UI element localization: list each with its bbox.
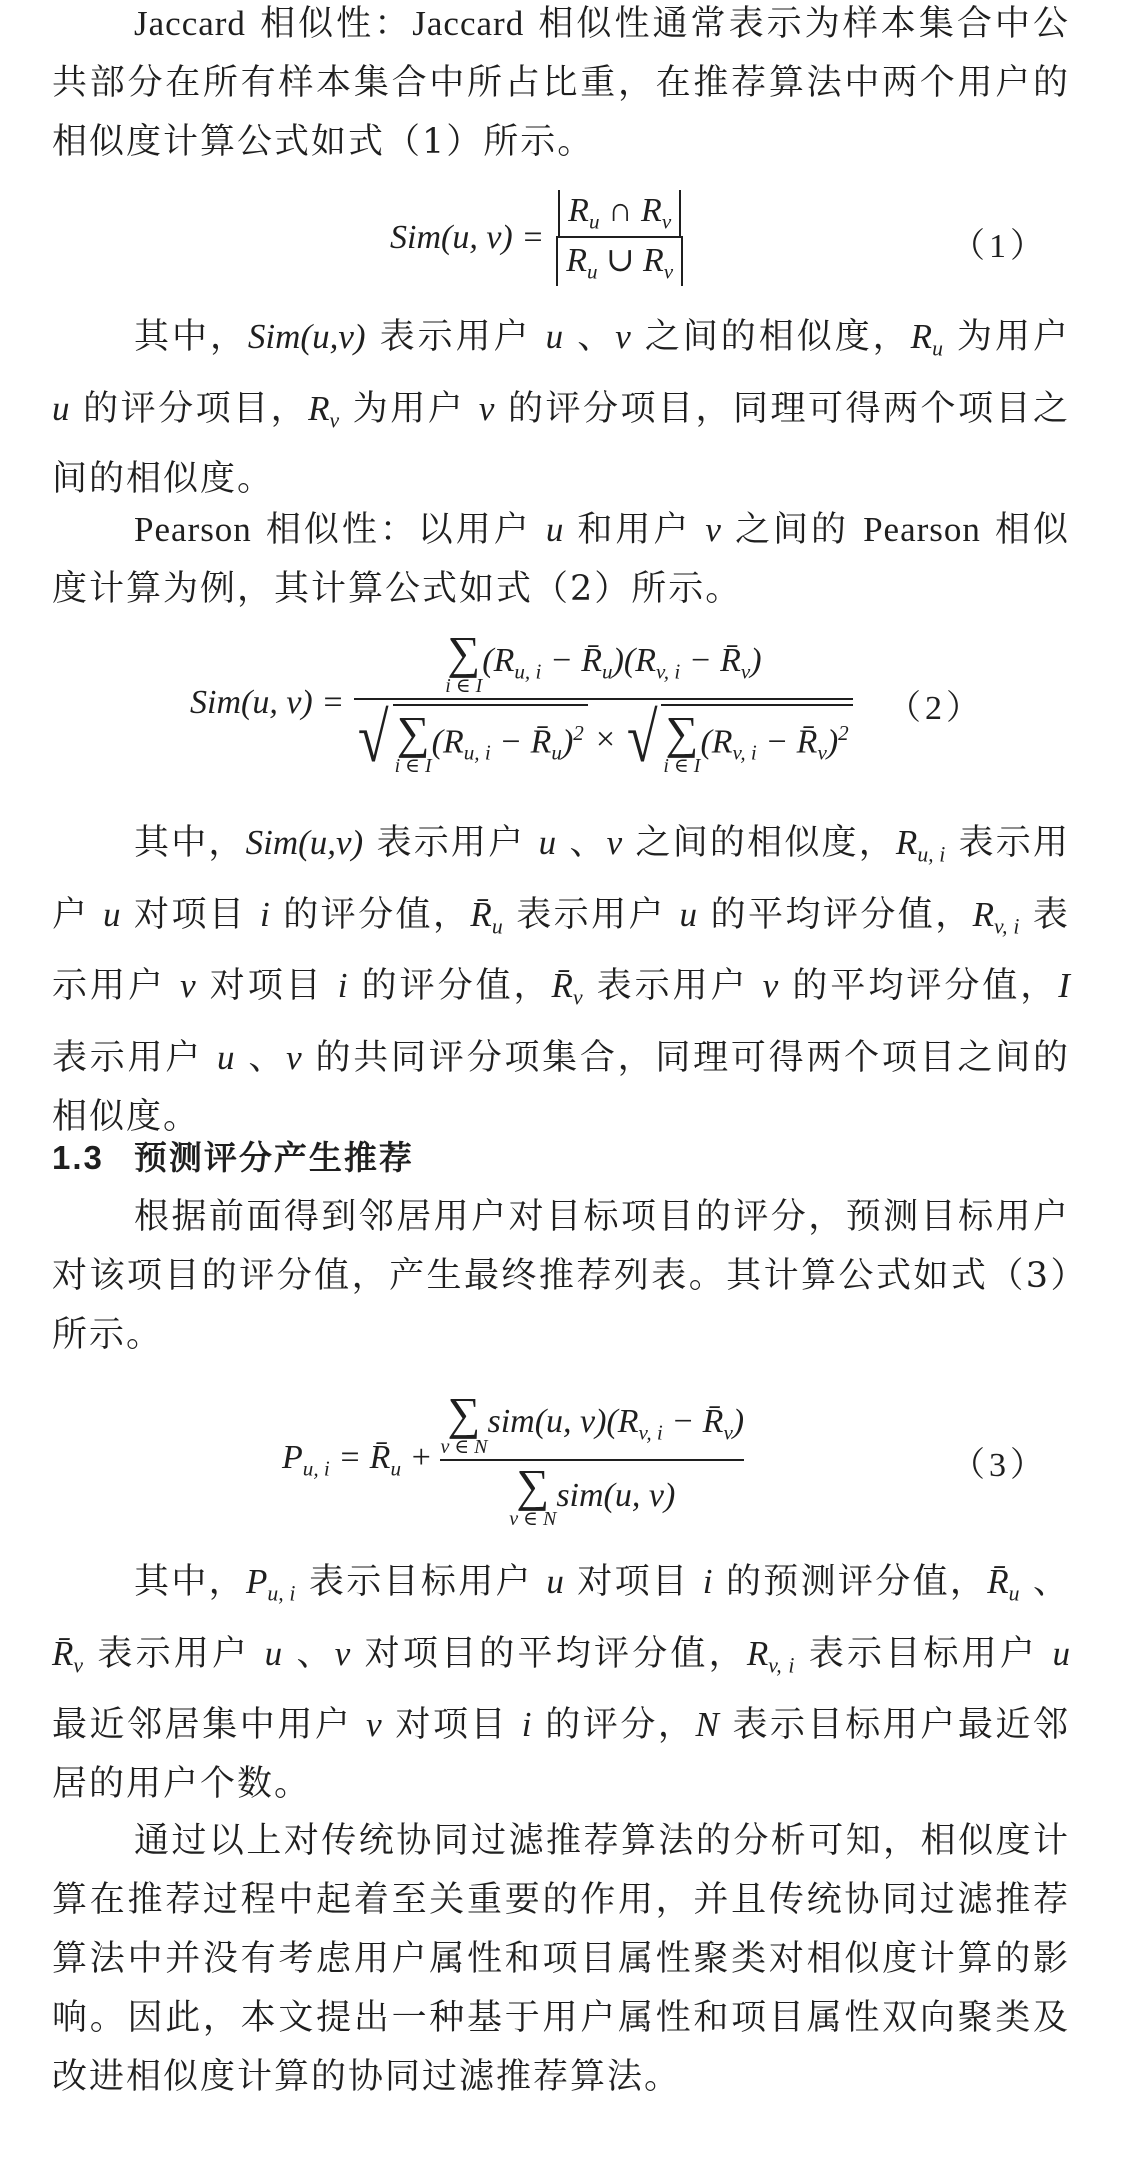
- term-jaccard-2: Jaccard: [412, 4, 525, 43]
- eq3-fraction: [440, 1388, 745, 1530]
- sym-v: v: [762, 966, 779, 1006]
- term-pearson-2: Pearson: [863, 510, 981, 549]
- sym-v: v: [286, 1037, 302, 1077]
- sym-i: i: [702, 1562, 713, 1601]
- eq2-lhs: Sim(u, v) =: [190, 684, 345, 721]
- eq3-number: （3）: [951, 1447, 1048, 1484]
- sym-u: u: [1052, 1633, 1070, 1673]
- text-segment: 为用户: [942, 317, 1070, 357]
- text-segment: 表示目标用户: [295, 1562, 547, 1602]
- eq3-sum-limit: v ∈ N: [509, 1508, 557, 1530]
- text-segment: 的评分值，: [269, 894, 471, 935]
- sym-r: R: [308, 388, 330, 428]
- sym-rbar-v: $R̄_v$: [551, 966, 583, 1010]
- equation-2: [52, 618, 1070, 788]
- text-segment: 表示用户: [363, 823, 539, 863]
- text-segment: 之间的相似度，: [630, 317, 911, 357]
- times-sign: ×: [595, 721, 615, 758]
- eq1-intersection-op: ∩: [607, 191, 633, 229]
- sym-r: R: [910, 317, 933, 356]
- text-segment: 相似性：以用户: [251, 510, 546, 550]
- eq3-sum-limit: v ∈ N: [440, 1436, 488, 1458]
- sym-sim: Sim(u,v): [247, 317, 366, 356]
- paragraph-jaccard: [52, 0, 1070, 172]
- radical-icon: √: [358, 700, 389, 777]
- section-heading: [52, 1128, 414, 1187]
- text-segment: 相似性通常表示为样本集合中公共部分在所有样本集合中所占比重，在推荐算法中两个用户的相似度计算公式如式（1）所示。: [52, 4, 1070, 162]
- sym-v: v: [180, 966, 196, 1006]
- text-segment: 的平均评分值，: [778, 966, 1059, 1007]
- term-jaccard: Jaccard: [134, 4, 246, 43]
- eq1-num-r: R: [568, 191, 589, 229]
- eq1-den-r: R: [566, 242, 587, 279]
- text-segment: 表示用户: [502, 894, 680, 935]
- eq3-numerator: [440, 1388, 745, 1459]
- paragraph-conclusion: 通过以上对传统协同过滤推荐算法的分析可知，相似度计算在推荐过程中起着至关重要的作用，并且传统协同过滤推荐算法中并没有考虑用户属性和项目属性聚类对相似度计算的影响。因此，本文提出一种基于用户属性和项目属性双向聚类及改进相似度计算的协同过滤推荐算法。: [52, 1821, 1070, 2097]
- eq2-fraction: [354, 627, 853, 777]
- text-segment: 的评分，: [531, 1705, 696, 1746]
- eq1-num-r2: R: [641, 191, 662, 229]
- text-segment: 和用户: [563, 510, 706, 550]
- eq1-lhs: Sim(u, v) =: [390, 219, 545, 256]
- text-segment: 表示目标用户: [794, 1633, 1053, 1674]
- eq2-sum-limit: i ∈ I: [445, 675, 483, 697]
- text-segment: 表示用户: [83, 1633, 265, 1674]
- text-segment: 相似性：: [245, 4, 413, 44]
- paragraph-eq2-explain: [52, 813, 1070, 1147]
- sym-N: N: [695, 1705, 719, 1745]
- sym-u: u: [546, 1562, 564, 1601]
- eq1-num-sub-u: u: [588, 209, 600, 233]
- eq2-den-sum-left: [394, 707, 432, 777]
- text-segment: 之间的: [720, 510, 864, 550]
- text-segment: 表示用户: [365, 317, 546, 357]
- sym-r-sub-v: v: [329, 408, 340, 433]
- text-segment: 表示目标用户最近邻居的用户个数。: [52, 1705, 1070, 1805]
- sym-rbar-u: $R̄_u$: [987, 1562, 1020, 1606]
- eq3-den-sum: [509, 1460, 557, 1530]
- eq2-sqrt-right-body: [661, 704, 852, 776]
- eq1-number: （1）: [951, 228, 1048, 265]
- sym-rbar-u: $R̄_u$: [470, 894, 503, 939]
- paragraph-eq1-explain: [52, 307, 1070, 509]
- sym-v: v: [615, 317, 631, 356]
- text-segment: 的共同评分项集合，同理可得两个项目之间的相似度。: [52, 1037, 1070, 1137]
- paragraph-eq3-explain: [52, 1552, 1070, 1814]
- eq2-sum-limit: i ∈ I: [663, 755, 701, 777]
- text-segment: 为用户: [339, 388, 479, 429]
- eq2-sum-limit: i ∈ I: [394, 755, 432, 777]
- sym-u: u: [103, 894, 121, 934]
- sigma-icon: ∑: [447, 1388, 481, 1439]
- eq2-den-left-expr: ($R_{u, i}$ − $R̄_u)^2$: [431, 720, 584, 765]
- sigma-icon: ∑: [665, 707, 699, 758]
- text-segment: 之间的相似度，: [622, 823, 896, 863]
- sym-r-ui: $R_{u, i}$: [895, 823, 946, 867]
- text-segment: 最近邻居集中用户: [52, 1705, 367, 1746]
- eq2-den-sum-right: [663, 707, 701, 777]
- sym-u: u: [679, 894, 698, 934]
- sym-p-ui: $P_{u, i}$: [246, 1562, 296, 1606]
- text-segment: 对项目: [195, 966, 338, 1007]
- text-segment: 的预测评分值，: [712, 1562, 988, 1602]
- eq2-denominator: [354, 700, 853, 776]
- sym-u: u: [264, 1633, 283, 1673]
- eq1-union-op: ∪: [606, 242, 635, 279]
- eq1-den-sub-u: u: [586, 259, 598, 284]
- text-segment: 其中，: [134, 317, 248, 357]
- eq2-sqrt-left-body: [393, 704, 588, 776]
- sym-u: u: [545, 317, 564, 356]
- text-segment: 的评分值，: [347, 966, 552, 1007]
- text-segment: 表示用户: [52, 894, 1070, 1007]
- text-segment: 其中，: [134, 823, 246, 863]
- paragraph-prediction: 根据前面得到邻居用户对目标项目的评分，预测目标用户对该项目的评分值，产生最终推荐列表。其计算公式如式（3）所示。: [52, 1197, 1070, 1355]
- section-title: 预测评分产生推荐: [133, 1138, 414, 1177]
- sym-v: v: [705, 510, 721, 549]
- sym-r-vi: $R_{v, i}$: [746, 1633, 795, 1678]
- sym-u: u: [538, 823, 557, 862]
- eq2-num-sum: [445, 627, 483, 697]
- sigma-icon: ∑: [396, 707, 430, 758]
- radical-icon: √: [626, 700, 658, 777]
- text-segment: 表示用户: [52, 823, 1070, 935]
- text-segment: 表示用户: [582, 966, 763, 1007]
- sym-u: u: [216, 1037, 235, 1077]
- eq1-den-r2: R: [643, 242, 664, 279]
- eq1-denominator: [556, 238, 683, 286]
- text-segment: 对项目: [381, 1705, 522, 1746]
- text-segment: 、: [282, 1633, 335, 1674]
- text-segment: 其中，: [134, 1562, 246, 1602]
- sym-v: v: [606, 823, 623, 862]
- eq3-lhs: $P_{u, i}$ = $R̄_u$ +: [282, 1438, 433, 1481]
- text-segment: 的评分项目，: [69, 388, 309, 429]
- sym-sim: Sim(u,v): [245, 823, 364, 862]
- eq1-fraction: [556, 190, 683, 287]
- paragraph-pearson: [52, 500, 1070, 619]
- equation-3: [52, 1375, 1070, 1545]
- eq1-numerator: [558, 190, 681, 236]
- term-pearson: Pearson: [134, 510, 252, 549]
- sym-v: v: [334, 1633, 351, 1673]
- sym-rbar-v: $R̄_v$: [52, 1633, 84, 1678]
- text-segment: 、: [556, 823, 607, 863]
- eq2-num-expr: ($R_{u, i}$ − $R̄_u)(R_{v, i}$ − $R̄_v$): [482, 641, 762, 684]
- text-segment: 、: [1019, 1562, 1070, 1602]
- eq2-den-right-expr: ($R_{v, i}$ − $R̄_v)^2$: [700, 720, 849, 765]
- eq3-denominator: [509, 1461, 675, 1529]
- sigma-icon: ∑: [447, 627, 481, 678]
- sym-I: I: [1058, 966, 1070, 1006]
- sym-r-vi: $R_{v, i}$: [972, 894, 1020, 939]
- eq3-num-expr: sim(u, $v)(R_{v, i}$ − $R̄_v$): [487, 1402, 745, 1445]
- text-segment: 对项目的平均评分值，: [350, 1633, 747, 1674]
- text-segment: 对项目: [120, 894, 260, 935]
- eq2-number: （2）: [887, 690, 984, 727]
- eq3-num-sum: [440, 1388, 488, 1458]
- sym-v: v: [366, 1705, 382, 1745]
- eq1-num-sub-v: v: [661, 209, 672, 233]
- sym-r-sub-u: u: [932, 336, 943, 361]
- text-segment: 、: [234, 1037, 287, 1078]
- sym-u: u: [52, 388, 70, 428]
- sym-i: i: [259, 894, 270, 934]
- eq3-den-expr: sim(u, v): [556, 1477, 676, 1514]
- equation-1: [52, 178, 1070, 298]
- sym-i: i: [337, 966, 348, 1006]
- text-segment: 的评分项目，同理可得两个项目之间的相似度。: [52, 388, 1070, 500]
- text-segment: 对项目: [563, 1562, 703, 1602]
- sym-v: v: [478, 388, 495, 428]
- sigma-icon: ∑: [516, 1460, 550, 1511]
- sym-i: i: [521, 1705, 532, 1745]
- eq1-den-sub-v: v: [663, 259, 674, 284]
- eq2-numerator: [445, 627, 762, 698]
- text-segment: 相似度计算为例，其计算公式如式（2）所示。: [52, 510, 1070, 609]
- text-segment: 表示用户: [52, 1037, 217, 1078]
- eq2-sqrt-right: [623, 700, 853, 777]
- eq2-sqrt-left: [354, 700, 588, 777]
- text-segment: 的平均评分值，: [697, 894, 973, 935]
- sym-u: u: [545, 510, 564, 549]
- text-segment: 、: [563, 317, 616, 357]
- section-number: 1.3: [52, 1139, 104, 1176]
